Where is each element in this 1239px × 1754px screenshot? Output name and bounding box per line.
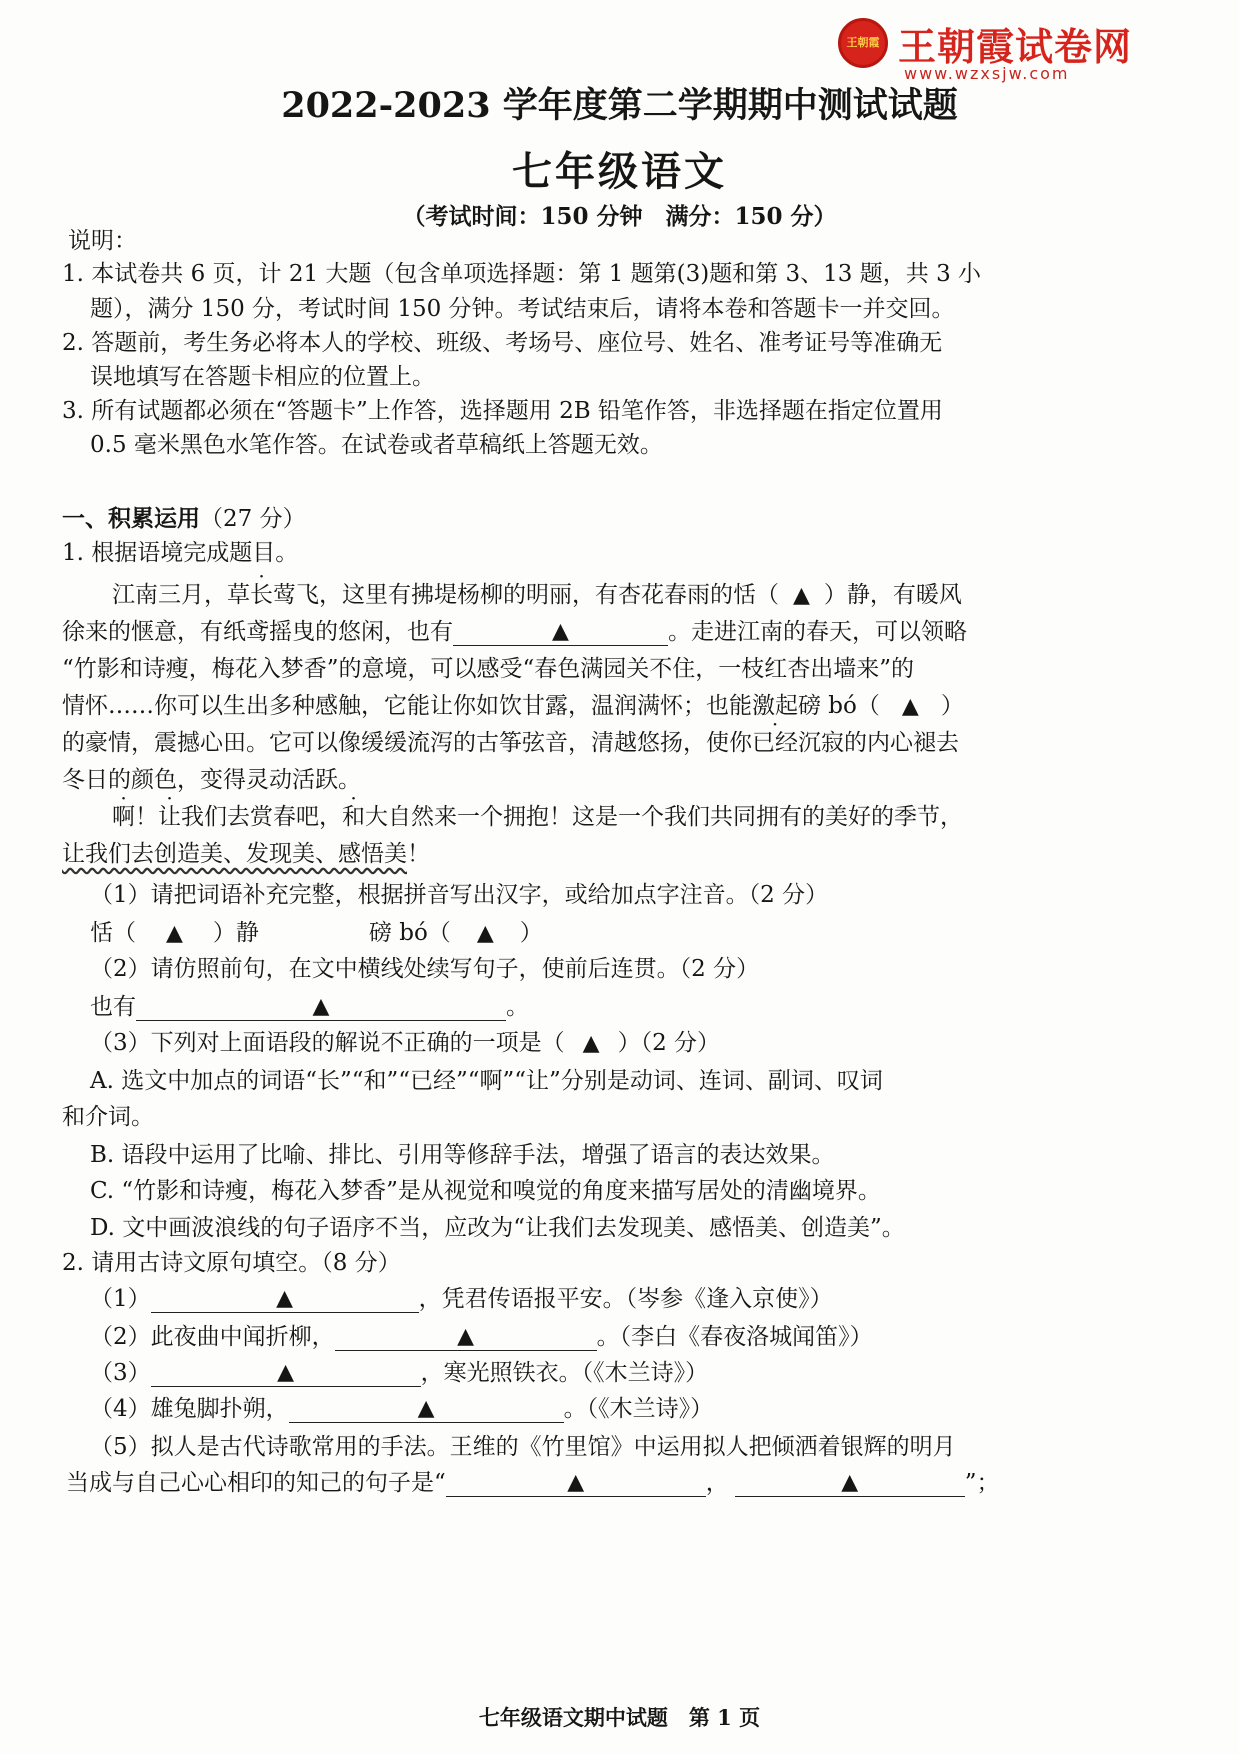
note-line: 0.5 毫米黑色水笔作答。在试卷或者草稿纸上答题无效。	[90, 432, 663, 458]
question-1-1: （1）请把词语补充完整，根据拼音写出汉字，或给加点字注音。（2 分）	[90, 882, 829, 908]
question-2-4: （4）雄兔脚扑朔， ▲ 。（《木兰诗》）	[90, 1396, 714, 1422]
question-1-2-answer: 也有 ▲ 。	[90, 994, 529, 1020]
question-1-title: 1. 根据语境完成题目。	[62, 540, 299, 566]
answer-blank[interactable]: ▲	[453, 618, 668, 646]
question-2-1: （1） ▲ ，凭君传语报平安。（岑参《逢入京使》）	[90, 1286, 833, 1312]
passage-line-3: “竹影和诗瘦，梅花入梦香”的意境，可以感受“春色满园关不住，一枝红杏出墙来”的	[62, 656, 915, 682]
exam-subject: 七年级语文	[512, 148, 727, 195]
passage-line-6: 冬日的颜色，变得灵动活跃。	[62, 767, 361, 793]
option-a-cont: 和介词。	[62, 1104, 154, 1130]
note-line: 题），满分 150 分，考试时间 150 分钟。考试结束后，请将本卷和答题卡一并交回。	[90, 296, 955, 322]
question-2-3: （3） ▲ ，寒光照铁衣。（《木兰诗》）	[90, 1360, 709, 1386]
answer-blank[interactable]: ▲	[151, 1359, 421, 1387]
logo-site: www.wzxsjw.com	[904, 64, 1070, 83]
watermark-logo	[838, 14, 1168, 84]
question-1-2: （2）请仿照前句，在文中横线处续写句子，使前后连贯。（2 分）	[90, 956, 760, 982]
exam-info: （考试时间：150 分钟 满分：150 分）	[402, 203, 837, 230]
section-heading: 一、积累运用（27 分）	[62, 505, 306, 532]
question-2-title: 2. 请用古诗文原句填空。（8 分）	[62, 1250, 401, 1276]
passage-line-2: 徐来的惬意，有纸鸢摇曳的悠闲，也有 ▲ 。走进江南的春天，可以领略	[62, 619, 967, 645]
note-line: 误地填写在答题卡相应的位置上。	[90, 364, 435, 390]
answer-blank[interactable]: ▲	[735, 1469, 965, 1497]
notes-label: 说明：	[68, 228, 137, 254]
passage-line-5: 的豪情，震撼心田。它可以像缓缓流泻的古筝弦音，清越悠扬，使你已经沉寂的内心褪去	[62, 730, 959, 756]
logo-seal: 王朝霞	[838, 18, 888, 68]
page-footer: 七年级语文期中试题 第 1 页	[478, 1705, 761, 1730]
question-2-5: （5）拟人是古代诗歌常用的手法。王维的《竹里馆》中运用拟人把倾洒着银辉的明月	[90, 1434, 956, 1460]
option-d: D. 文中画波浪线的句子语序不当，应改为“让我们去发现美、感悟美、创造美”。	[90, 1215, 905, 1241]
question-2-2: （2）此夜曲中闻折柳， ▲ 。（李白《春夜洛城闻笛》）	[90, 1324, 873, 1350]
wavy-underlined-sentence: 让我们去创造美、发现美、感悟美	[62, 841, 407, 867]
passage-line-1: 江南三月，草长莺飞，这里有拂堤杨柳的明丽，有杏花春雨的恬（ ▲ ）静，有暖风	[112, 582, 962, 608]
note-line: 3. 所有试题都必须在“答题卡”上作答，选择题用 2B 铅笔作答，非选择题在指定位置用	[62, 398, 943, 424]
question-1-3: （3）下列对上面语段的解说不正确的一项是（ ▲ ）（2 分）	[90, 1030, 721, 1056]
logo-brand: 王朝霞试卷网	[898, 25, 1133, 69]
question-2-5-answer: 当成与自己心心相印的知己的句子是“ ▲ ， ▲ ”；	[66, 1470, 1000, 1496]
option-b: B. 语段中运用了比喻、排比、引用等修辞手法，增强了语言的表达效果。	[90, 1142, 835, 1168]
answer-blank[interactable]: ▲	[289, 1395, 564, 1423]
answer-blank[interactable]: ▲	[151, 1285, 419, 1313]
answer-blank[interactable]: ▲	[335, 1323, 597, 1351]
note-line: 2. 答题前，考生务必将本人的学校、班级、考场号、座位号、姓名、准考证号等准确无	[62, 330, 943, 356]
answer-blank[interactable]: ▲	[136, 993, 506, 1021]
note-line: 1. 本试卷共 6 页，计 21 大题（包含单项选择题：第 1 题第(3)题和第 3、13 题，共 3 小	[62, 261, 982, 287]
passage-line-8: 让我们去创造美、发现美、感悟美！	[62, 841, 430, 867]
option-c: C. “竹影和诗瘦，梅花入梦香”是从视觉和嗅觉的角度来描写居处的清幽境界。	[90, 1178, 881, 1204]
passage-line-4: 情怀……你可以生出多种感触，它能让你如饮甘露，温润满怀；也能激起磅 bó（ ▲ ）	[62, 693, 964, 719]
option-a: A. 选文中加点的词语“长”“和”“已经”“啊”“让”分别是动词、连词、副词、叹词	[90, 1068, 883, 1094]
question-1-1-answers: 恬（ ▲ ）静 磅 bó（ ▲ ）	[90, 920, 543, 946]
exam-title: 2022-2023 学年度第二学期期中测试试题	[281, 85, 958, 126]
passage-line-7: 啊！让我们去赏春吧，和大自然来一个拥抱！这是一个我们共同拥有的美好的季节，	[112, 804, 963, 830]
answer-blank[interactable]: ▲	[446, 1469, 706, 1497]
